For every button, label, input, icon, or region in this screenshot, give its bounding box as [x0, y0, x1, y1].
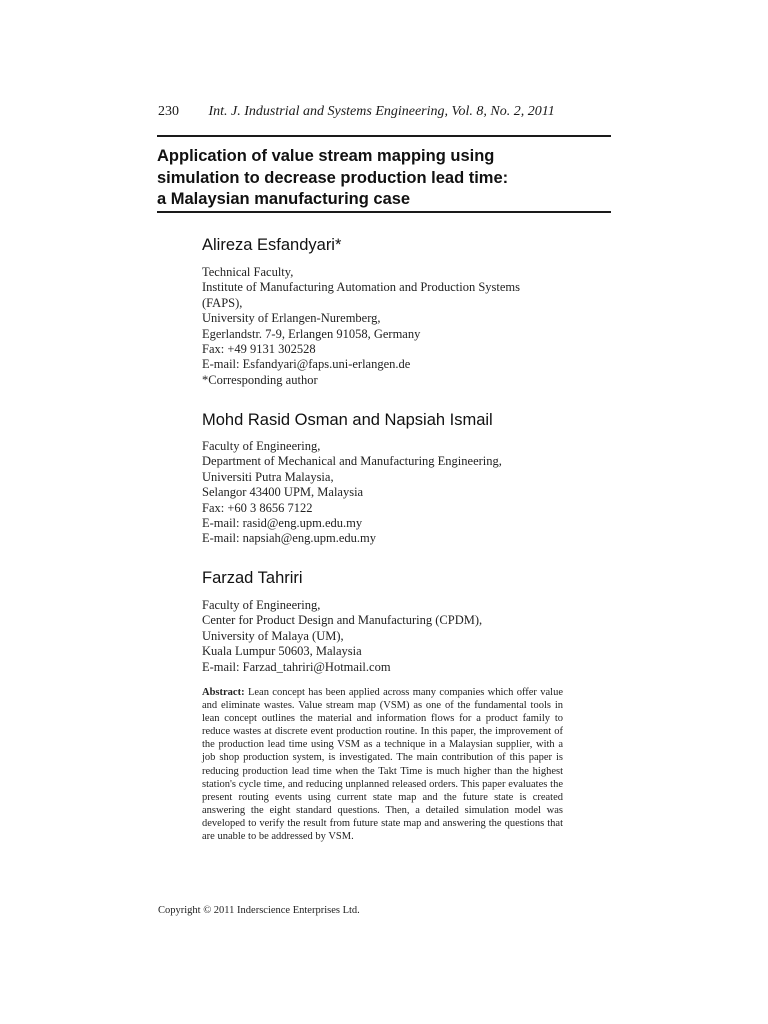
- abstract-label: Abstract:: [202, 687, 245, 698]
- author-affiliation: [202, 439, 502, 547]
- title-line: a Malaysian manufacturing case: [157, 190, 411, 208]
- affiliation-line: Center for Product Design and Manufacturing (CPDM),: [202, 613, 483, 628]
- page-number: 230: [158, 104, 179, 119]
- affiliation-line: University of Malaya (UM),: [202, 628, 344, 643]
- affiliation-line: Technical Faculty,: [202, 265, 294, 279]
- running-header: [158, 104, 555, 120]
- author-name: Farzad Tahriri: [202, 569, 303, 587]
- affiliation-line: Faculty of Engineering,: [202, 439, 321, 453]
- title-rule-top: [157, 135, 611, 137]
- author-affiliation: [202, 598, 482, 675]
- email: E-mail: Farzad_tahriri@Hotmail.com: [202, 659, 391, 674]
- affiliation-line: Faculty of Engineering,: [202, 598, 321, 612]
- affiliation-line: Department of Mechanical and Manufacturing Engineering,: [202, 454, 502, 469]
- copyright-notice: Copyright © 2011 Inderscience Enterprises Ltd.: [158, 905, 360, 916]
- affiliation-line: Fax: +49 9131 302528: [202, 342, 316, 357]
- title-line: Application of value stream mapping using: [157, 147, 495, 165]
- email: E-mail: napsiah@eng.upm.edu.my: [202, 531, 376, 546]
- affiliation-line: University of Erlangen-Nuremberg,: [202, 311, 381, 326]
- title-rule-bottom: [157, 211, 611, 213]
- abstract: [202, 686, 563, 843]
- affiliation-line: Kuala Lumpur 50603, Malaysia: [202, 644, 362, 659]
- paper-title: [157, 146, 617, 211]
- title-line: simulation to decrease production lead time:: [157, 168, 509, 187]
- author-name: Mohd Rasid Osman and Napsiah Ismail: [202, 411, 493, 429]
- abstract-text: Lean concept has been applied across many companies which offer value and eliminate wastes. Value stream map (VSM) as one of the fundamental tools in lean concept outlines the material and information flows for a product family to reduce wastes at discrete event production routine. In this paper, the improvement of the production lead time using VSM as a technique in a Malaysian supplier, with a job shop production system, is investigated. The main contribution of this paper is reducing production lead time when the Takt Time is much higher than the highest station's cycle time, and reducing unplanned released orders. This paper evaluates the present routing events using current state map and the future state is created answering the eight standard questions. Then, a detailed simulation model was developed to verify the result from future state map and answering the questions that are unable to be addressed by VSM.: [202, 687, 564, 843]
- journal-citation: Int. J. Industrial and Systems Engineering, Vol. 8, No. 2, 2011: [208, 104, 555, 119]
- affiliation-line: Egerlandstr. 7-9, Erlangen 91058, Germany: [202, 326, 421, 341]
- email: E-mail: Esfandyari@faps.uni-erlangen.de: [202, 357, 411, 372]
- email: E-mail: rasid@eng.upm.edu.my: [202, 516, 363, 531]
- affiliation-line: Universiti Putra Malaysia,: [202, 469, 334, 484]
- author-name: Alireza Esfandyari*: [202, 236, 342, 254]
- affiliation-line: Institute of Manufacturing Automation and Production Systems: [202, 280, 521, 295]
- affiliation-line: Fax: +60 3 8656 7122: [202, 500, 313, 515]
- affiliation-line: (FAPS),: [202, 295, 243, 310]
- corresponding-note: *Corresponding author: [202, 372, 318, 387]
- affiliation-line: Selangor 43400 UPM, Malaysia: [202, 485, 364, 500]
- author-affiliation: [202, 265, 520, 388]
